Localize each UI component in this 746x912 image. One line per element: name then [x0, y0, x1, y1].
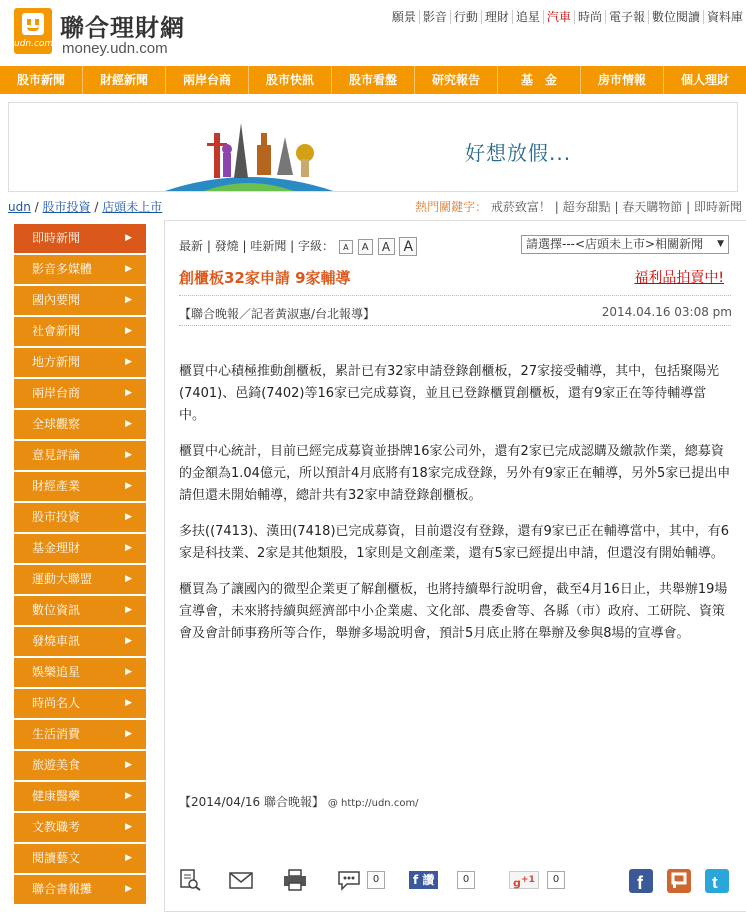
chevron-right-icon: ▶	[125, 233, 132, 243]
top-link[interactable]: 時尚	[574, 10, 605, 24]
nav-item[interactable]: 股市快訊	[249, 66, 332, 94]
sidebar	[14, 224, 146, 906]
sidebar-item[interactable]	[14, 782, 146, 811]
banner-text: 好想放假...	[465, 141, 572, 165]
main-nav	[0, 66, 746, 94]
sidebar-item-label: 發燒車訊	[32, 634, 81, 648]
top-link[interactable]: 行動	[450, 10, 481, 24]
comment-count: 0	[367, 871, 385, 889]
sidebar-item[interactable]	[14, 503, 146, 532]
top-link[interactable]: 願景	[391, 10, 416, 24]
site-domain: money.udn.com	[62, 40, 168, 57]
twitter-share-icon[interactable]	[705, 869, 729, 893]
sidebar-item[interactable]	[14, 627, 146, 656]
chevron-right-icon: ▶	[125, 698, 132, 708]
article-tools	[179, 237, 417, 256]
font-size-xlarge-button[interactable]: A	[399, 237, 417, 256]
source-link[interactable]: @ http://udn.com/	[327, 798, 419, 809]
chevron-right-icon: ▶	[125, 884, 132, 894]
related-news-select-value: 請選擇---<店頭未上市>相關新聞	[526, 237, 704, 251]
sidebar-item[interactable]	[14, 565, 146, 594]
article-title: 創櫃板32家申請 9家輔導	[179, 269, 351, 287]
print-icon[interactable]	[283, 869, 307, 891]
article-paragraph: 櫃買中心積極推動創櫃板，累計已有32家申請登錄創櫃板，27家接受輔導，其中，包括聚陽光(7401)、邑錡(7402)等16家已完成募資，並且已登錄櫃買創櫃板，還有9家正在等待輔導當中。	[179, 364, 720, 423]
ad-banner[interactable]	[8, 102, 738, 192]
sidebar-item-label: 時尚名人	[32, 696, 81, 710]
top-link[interactable]: 影音	[419, 10, 450, 24]
sidebar-item-label: 全球觀察	[32, 417, 81, 431]
hot-keyword[interactable]: 超夯甜點	[562, 200, 611, 214]
breadcrumb: udn / 股市投資 / 店頭未上市	[8, 200, 163, 214]
nav-item[interactable]: 股市新聞	[0, 66, 83, 94]
sidebar-item-label: 影音多媒體	[32, 262, 93, 276]
facebook-like-button[interactable]	[409, 871, 438, 889]
google-plus-count: 0	[547, 871, 565, 889]
sidebar-item-label: 娛樂追星	[32, 665, 81, 679]
sidebar-item[interactable]	[14, 286, 146, 315]
sidebar-item-label: 運動大聯盟	[32, 572, 93, 586]
font-size-small-button[interactable]: A	[339, 240, 353, 254]
source-text: 【2014/04/16 聯合晚報】	[179, 795, 324, 809]
hot-keywords-label: 熱門關鍵字：	[415, 200, 488, 214]
sidebar-item-label: 健康醫藥	[32, 789, 81, 803]
share-bar	[165, 869, 746, 899]
top-link[interactable]: 理財	[481, 10, 512, 24]
hot-keywords: 熱門關鍵字： 戒菸致富！ | 超夯甜點 | 春天購物節 | 即時新聞	[415, 200, 742, 214]
facebook-share-icon[interactable]	[629, 869, 653, 893]
sidebar-item[interactable]	[14, 844, 146, 873]
chevron-right-icon: ▶	[125, 636, 132, 646]
chevron-right-icon: ▶	[125, 450, 132, 460]
email-icon[interactable]	[229, 869, 253, 891]
top-links	[389, 8, 746, 25]
promo-link[interactable]: 福利品拍賣中!	[634, 270, 724, 286]
sidebar-item[interactable]	[14, 689, 146, 718]
sidebar-item[interactable]	[14, 534, 146, 563]
chevron-right-icon: ▶	[125, 264, 132, 274]
sidebar-item-label: 文教職考	[32, 820, 81, 834]
chevron-down-icon: ▼	[717, 239, 724, 249]
sidebar-item-label: 聯合書報攤	[32, 882, 93, 896]
svg-text:f: f	[637, 873, 643, 893]
sidebar-item[interactable]	[14, 410, 146, 439]
sidebar-item-label: 意見評論	[32, 448, 81, 462]
facebook-like-count: 0	[457, 871, 475, 889]
article-paragraph: 櫃買為了讓國內的微型企業更了解創櫃板，也將持續舉行說明會，截至4月16日止，共舉辦19場宣導會，未來將持續與經濟部中小企業處、文化部、農委會等、各縣（市）政府、工研院、資策會及會計師事務所等合作，舉辦多場說明會，預計5月底止將在舉辦及參與8場的宣導會。	[179, 582, 728, 641]
font-size-medium-button[interactable]: A	[358, 239, 373, 255]
sidebar-item[interactable]	[14, 441, 146, 470]
logo-udn-text: udn.com	[14, 39, 54, 49]
chevron-right-icon: ▶	[125, 822, 132, 832]
nav-item[interactable]: 基 金	[498, 66, 581, 94]
article-panel	[164, 220, 746, 912]
sidebar-item[interactable]	[14, 317, 146, 346]
sidebar-item-label: 閱讀藝文	[32, 851, 81, 865]
sidebar-item-label: 基金理財	[32, 541, 81, 555]
top-link[interactable]: 汽車	[543, 10, 574, 24]
nav-item[interactable]: 房市情報	[581, 66, 664, 94]
sidebar-item-label: 數位資訊	[32, 603, 81, 617]
chevron-right-icon: ▶	[125, 481, 132, 491]
google-plus-button[interactable]	[509, 871, 539, 889]
sidebar-item[interactable]	[14, 658, 146, 687]
related-news-select[interactable]	[521, 235, 729, 254]
article-byline: 【聯合晚報／記者黃淑惠/台北報導】	[179, 307, 376, 321]
hot-keyword[interactable]: 即時新聞	[693, 200, 742, 214]
nav-item[interactable]: 研究報告	[415, 66, 498, 94]
banner-illustration	[9, 103, 738, 192]
sidebar-item-label: 財經產業	[32, 479, 81, 493]
chevron-right-icon: ▶	[125, 357, 132, 367]
nav-item[interactable]: 兩岸台商	[166, 66, 249, 94]
chevron-right-icon: ▶	[125, 326, 132, 336]
chevron-right-icon: ▶	[125, 574, 132, 584]
sidebar-item[interactable]	[14, 720, 146, 749]
top-link[interactable]: 追星	[512, 10, 543, 24]
chevron-right-icon: ▶	[125, 853, 132, 863]
sidebar-item[interactable]	[14, 875, 146, 904]
divider	[179, 295, 731, 296]
sidebar-item[interactable]	[14, 348, 146, 377]
breadcrumb-link[interactable]: 股市投資	[42, 200, 91, 214]
google-plus-icon: g	[513, 876, 521, 890]
breadcrumb-link[interactable]: 店頭未上市	[102, 200, 163, 214]
sidebar-item-label: 旅遊美食	[32, 758, 81, 772]
comment-icon[interactable]	[337, 869, 363, 891]
top-link[interactable]: 資料庫	[703, 10, 746, 24]
site-title[interactable]: 聯合理財網	[60, 14, 185, 42]
sidebar-item-label: 即時新聞	[32, 231, 81, 245]
hot-keyword[interactable]: 春天購物節	[622, 200, 683, 214]
font-size-large-button[interactable]: A	[378, 238, 395, 255]
facebook-icon: f	[413, 873, 419, 887]
nav-item[interactable]: 個人理財	[680, 73, 729, 87]
sidebar-item-label: 生活消費	[32, 727, 81, 741]
chevron-right-icon: ▶	[125, 388, 132, 398]
chevron-right-icon: ▶	[125, 512, 132, 522]
nav-item[interactable]: 財經新聞	[83, 66, 166, 94]
sidebar-item[interactable]	[14, 596, 146, 625]
chevron-right-icon: ▶	[125, 295, 132, 305]
sidebar-item[interactable]	[14, 813, 146, 842]
sidebar-item[interactable]	[14, 255, 146, 284]
divider	[179, 325, 731, 326]
chevron-right-icon: ▶	[125, 760, 132, 770]
plurk-share-icon[interactable]	[667, 869, 691, 893]
udn-logo[interactable]	[14, 8, 52, 54]
article-source	[179, 793, 419, 810]
hot-keyword[interactable]: 戒菸致富！	[490, 200, 551, 214]
sidebar-item[interactable]	[14, 751, 146, 780]
site-header	[0, 0, 746, 66]
sidebar-item[interactable]	[14, 224, 146, 253]
breadcrumb-link[interactable]: udn	[8, 200, 31, 214]
chevron-right-icon: ▶	[125, 667, 132, 677]
sidebar-item[interactable]	[14, 379, 146, 408]
sidebar-item[interactable]	[14, 472, 146, 501]
article-datetime: 2014.04.16 03:08 pm	[601, 305, 732, 319]
chevron-right-icon: ▶	[125, 605, 132, 615]
logo-face-icon	[22, 13, 44, 35]
sidebar-item-label: 股市投資	[32, 510, 81, 524]
sidebar-item-label: 地方新聞	[32, 355, 81, 369]
chevron-right-icon: ▶	[125, 791, 132, 801]
facebook-like-label: 讚	[422, 873, 435, 887]
chevron-right-icon: ▶	[125, 729, 132, 739]
top-link[interactable]: 電子報	[605, 10, 648, 24]
article-paragraph: 多扶((7413)、漢田(7418)已完成募資，目前還沒有登錄，還有9家已正在輔導當中，其中，有6家是科技業、2家是其他類股，1家則是文創產業，還有5家已經提出申請，但還沒有開始輔導。	[179, 524, 730, 561]
article-body	[179, 361, 731, 659]
nav-item[interactable]: 股市看盤	[332, 66, 415, 94]
chevron-right-icon: ▶	[125, 543, 132, 553]
sidebar-item-label: 國內要聞	[32, 293, 81, 307]
search-doc-icon[interactable]	[179, 869, 201, 891]
chevron-right-icon: ▶	[125, 419, 132, 429]
top-link[interactable]: 數位閱讀	[648, 10, 703, 24]
sidebar-item-label: 兩岸台商	[32, 386, 81, 400]
sidebar-item-label: 社會新聞	[32, 324, 81, 338]
tools-label: 最新 | 發燒 | 哇新聞 | 字級：	[179, 239, 335, 253]
article-paragraph: 櫃買中心統計，目前已經完成募資並掛牌16家公司外，還有2家已完成認購及繳款作業，總募資的金額為1.04億元，所以預計4月底將有18家完成登錄，另外有9家正在輔導，另外5家已提出申請但還未開始輔導，總計共有32家申請登錄創櫃板。	[179, 444, 731, 503]
svg-text:t: t	[712, 873, 718, 892]
google-plus-label: +1	[520, 874, 535, 885]
